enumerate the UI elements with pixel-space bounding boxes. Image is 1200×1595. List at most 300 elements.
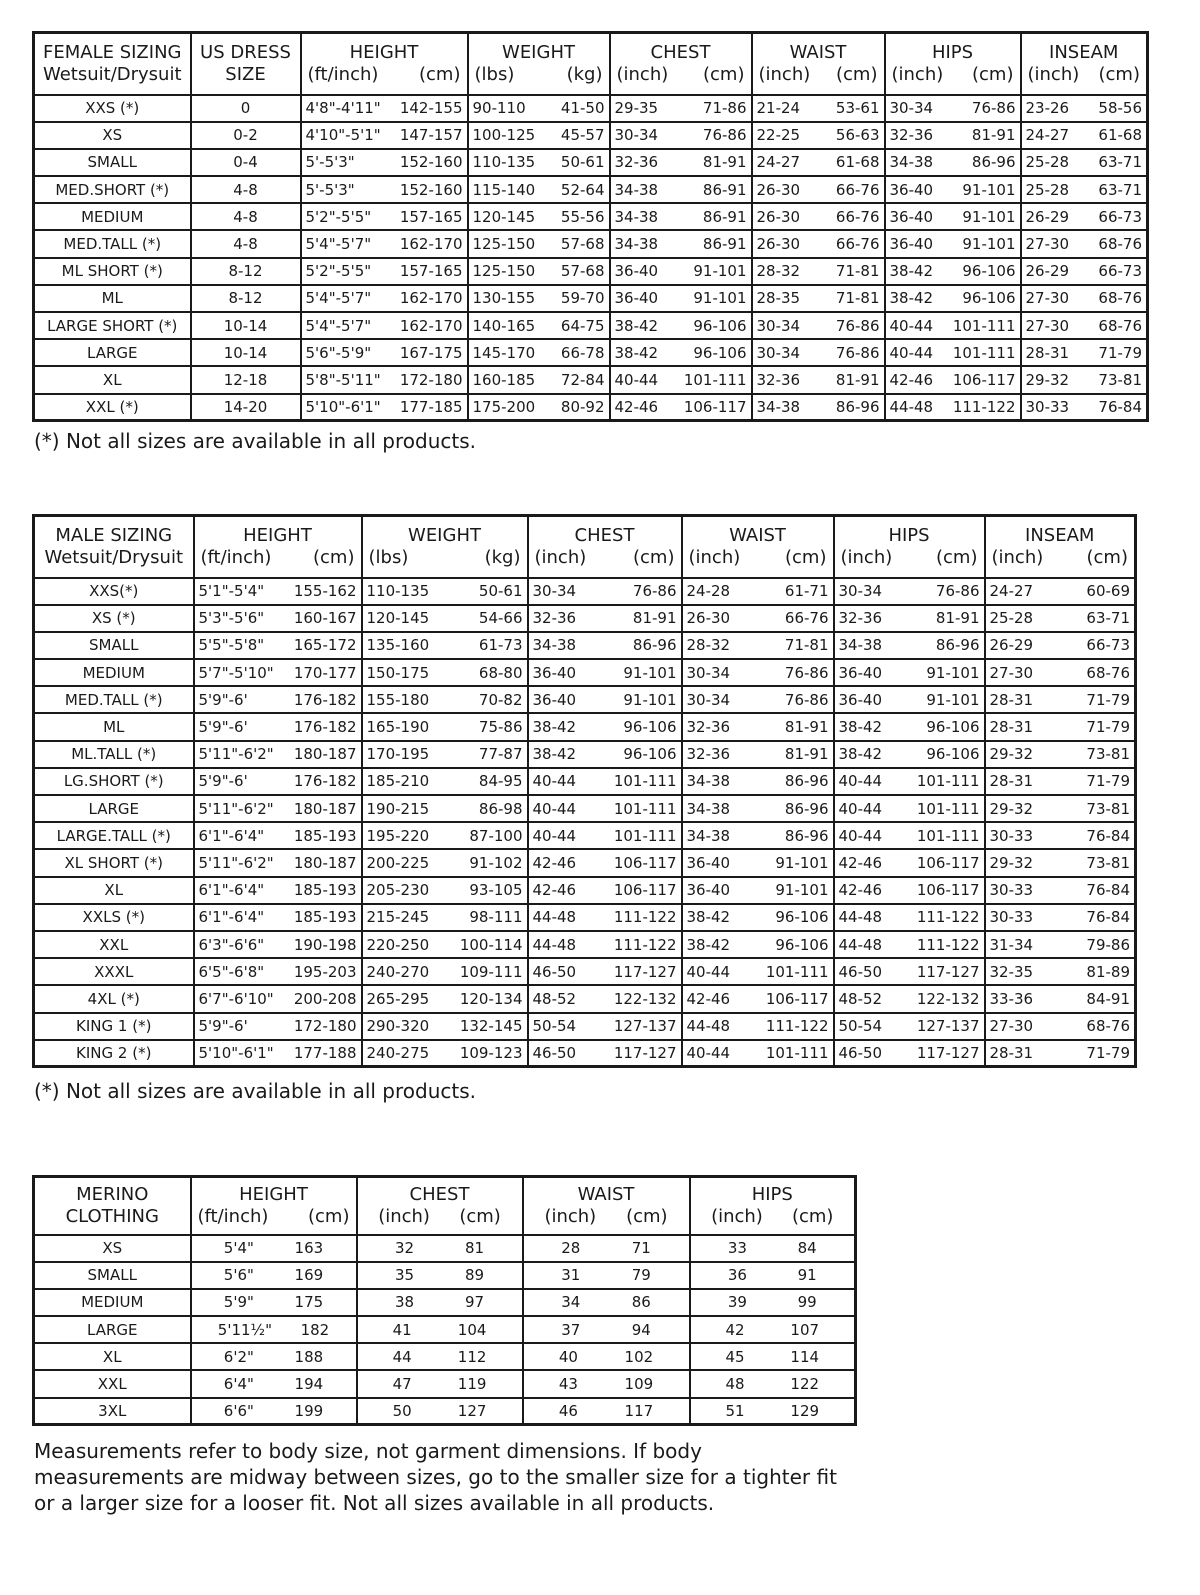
female-header-row bbox=[34, 33, 1148, 95]
male-value-imperial: 6'1"-6'4" bbox=[198, 908, 265, 927]
male-measure-cell bbox=[834, 605, 985, 632]
merino-value-metric: 199 bbox=[294, 1401, 324, 1420]
male-size-cell: XXXL bbox=[34, 958, 194, 985]
male-value-imperial: 28-31 bbox=[989, 772, 1034, 791]
female-size-cell: XL bbox=[34, 366, 191, 393]
merino-value-imperial: 5'4" bbox=[223, 1239, 254, 1258]
male-value-imperial: 110-135 bbox=[366, 582, 430, 601]
female-measure-cell bbox=[885, 258, 1021, 285]
male-table-row bbox=[34, 849, 1136, 876]
female-measure-cell bbox=[885, 312, 1021, 339]
merino-measure-cell bbox=[357, 1316, 523, 1343]
female-value-imperial: 30-34 bbox=[756, 343, 801, 362]
male-measure-cell bbox=[682, 1013, 834, 1040]
male-value-imperial: 46-50 bbox=[838, 1044, 883, 1063]
male-measure-cell bbox=[834, 849, 985, 876]
female-measure-cell bbox=[301, 366, 468, 393]
male-value-metric: 75-86 bbox=[478, 718, 523, 737]
male-measure-cell bbox=[362, 686, 528, 713]
female-value-metric: 81-91 bbox=[971, 126, 1016, 145]
male-value-metric: 122-132 bbox=[613, 989, 677, 1008]
female-value-metric: 106-117 bbox=[683, 397, 747, 416]
female-hips-header: HIPS (inch) (cm) bbox=[885, 33, 1021, 95]
female-measure-cell bbox=[1021, 285, 1148, 312]
male-measure-cell bbox=[985, 686, 1136, 713]
female-value-imperial: 26-29 bbox=[1025, 262, 1070, 281]
female-value-imperial: 42-46 bbox=[889, 370, 934, 389]
male-measure-cell bbox=[985, 632, 1136, 659]
female-value-imperial: 130-155 bbox=[472, 289, 536, 308]
merino-table-row bbox=[34, 1370, 856, 1397]
female-measure-cell bbox=[301, 95, 468, 122]
female-value-imperial: 115-140 bbox=[472, 180, 536, 199]
male-value-metric: 132-145 bbox=[459, 1017, 523, 1036]
merino-measure-cell bbox=[523, 1370, 690, 1397]
male-value-metric: 91-101 bbox=[775, 853, 829, 872]
male-measure-cell bbox=[362, 849, 528, 876]
female-table-row bbox=[34, 285, 1148, 312]
male-value-imperial: 42-46 bbox=[838, 853, 883, 872]
female-measure-cell bbox=[752, 285, 885, 312]
male-table-row bbox=[34, 877, 1136, 904]
male-value-metric: 68-76 bbox=[1086, 1017, 1130, 1036]
merino-value-metric: 163 bbox=[294, 1239, 324, 1258]
merino-height-header: HEIGHT (ft/inch) (cm) bbox=[191, 1177, 357, 1235]
male-measure-cell bbox=[362, 931, 528, 958]
male-value-imperial: 36-40 bbox=[838, 690, 883, 709]
female-value-metric: 106-117 bbox=[952, 370, 1016, 389]
male-measure-cell bbox=[528, 985, 682, 1012]
male-value-imperial: 44-48 bbox=[532, 908, 577, 927]
female-value-imperial: 32-36 bbox=[889, 126, 934, 145]
male-measure-cell bbox=[834, 659, 985, 686]
female-value-imperial: 26-30 bbox=[756, 180, 801, 199]
merino-value-imperial: 43 bbox=[558, 1375, 578, 1394]
merino-measure-cell bbox=[523, 1235, 690, 1262]
male-measure-cell bbox=[985, 822, 1136, 849]
male-measure-cell bbox=[682, 795, 834, 822]
male-value-metric: 177-188 bbox=[293, 1044, 357, 1063]
male-value-metric: 101-111 bbox=[613, 772, 677, 791]
male-measure-cell bbox=[985, 1040, 1136, 1067]
male-value-imperial: 32-36 bbox=[686, 745, 731, 764]
male-value-imperial: 50-54 bbox=[532, 1017, 577, 1036]
female-value-imperial: 5'4"-5'7" bbox=[305, 235, 372, 254]
female-dress-size-cell: 8-12 bbox=[191, 285, 301, 312]
female-value-metric: 101-111 bbox=[683, 370, 747, 389]
male-value-metric: 101-111 bbox=[916, 772, 980, 791]
merino-measure-cell bbox=[191, 1343, 357, 1370]
merino-size-cell: MEDIUM bbox=[34, 1289, 191, 1316]
male-measure-cell bbox=[682, 686, 834, 713]
female-value-metric: 172-180 bbox=[399, 370, 463, 389]
male-measure-cell bbox=[985, 578, 1136, 605]
male-measure-cell bbox=[682, 849, 834, 876]
female-value-metric: 86-91 bbox=[702, 235, 747, 254]
female-table-row bbox=[34, 149, 1148, 176]
male-value-metric: 170-177 bbox=[293, 663, 357, 682]
male-measure-cell bbox=[682, 741, 834, 768]
male-size-cell: XL SHORT (*) bbox=[34, 849, 194, 876]
female-measure-cell bbox=[301, 230, 468, 257]
female-value-metric: 41-50 bbox=[560, 99, 605, 118]
female-size-cell: XS bbox=[34, 122, 191, 149]
merino-measure-cell bbox=[191, 1262, 357, 1289]
female-value-metric: 61-68 bbox=[835, 153, 880, 172]
male-value-imperial: 42-46 bbox=[838, 881, 883, 900]
female-measure-cell bbox=[301, 122, 468, 149]
female-value-metric: 55-56 bbox=[560, 207, 605, 226]
female-measure-cell bbox=[752, 122, 885, 149]
female-footnote: (*) Not all sizes are available in all products. bbox=[34, 429, 476, 453]
male-measure-cell bbox=[528, 578, 682, 605]
merino-value-metric: 112 bbox=[457, 1347, 487, 1366]
male-table-row bbox=[34, 958, 1136, 985]
merino-value-imperial: 45 bbox=[725, 1347, 745, 1366]
female-size-cell: SMALL bbox=[34, 149, 191, 176]
male-value-imperial: 28-31 bbox=[989, 718, 1034, 737]
male-value-metric: 86-96 bbox=[784, 826, 829, 845]
male-measure-cell bbox=[194, 795, 362, 822]
male-value-metric: 96-106 bbox=[926, 718, 980, 737]
male-value-metric: 117-127 bbox=[613, 1044, 677, 1063]
female-size-cell: ML SHORT (*) bbox=[34, 258, 191, 285]
male-size-cell: LG.SHORT (*) bbox=[34, 768, 194, 795]
female-measure-cell bbox=[610, 339, 752, 366]
merino-value-metric: 127 bbox=[457, 1401, 487, 1420]
female-value-imperial: 140-165 bbox=[472, 316, 536, 335]
male-value-metric: 84-91 bbox=[1086, 989, 1130, 1008]
male-size-cell: MEDIUM bbox=[34, 659, 194, 686]
male-measure-cell bbox=[362, 768, 528, 795]
merino-value-imperial: 36 bbox=[727, 1266, 747, 1285]
female-value-imperial: 32-36 bbox=[756, 370, 801, 389]
merino-measure-cell bbox=[523, 1398, 690, 1425]
male-value-imperial: 38-42 bbox=[532, 745, 577, 764]
male-measure-cell bbox=[194, 1013, 362, 1040]
male-measure-cell bbox=[834, 741, 985, 768]
male-measure-cell bbox=[985, 958, 1136, 985]
male-value-metric: 84-95 bbox=[478, 772, 523, 791]
male-measure-cell bbox=[528, 741, 682, 768]
male-value-imperial: 32-35 bbox=[989, 962, 1034, 981]
female-value-metric: 91-101 bbox=[962, 235, 1016, 254]
male-measure-cell bbox=[362, 741, 528, 768]
merino-value-metric: 71 bbox=[631, 1239, 651, 1258]
male-value-imperial: 6'3"-6'6" bbox=[198, 935, 265, 954]
male-table-row bbox=[34, 1040, 1136, 1067]
female-value-metric: 111-122 bbox=[952, 397, 1016, 416]
female-measure-cell bbox=[468, 230, 610, 257]
female-value-imperial: 29-35 bbox=[614, 99, 659, 118]
female-value-metric: 61-68 bbox=[1098, 126, 1142, 145]
female-value-metric: 45-57 bbox=[560, 126, 605, 145]
female-value-imperial: 38-42 bbox=[889, 262, 934, 281]
merino-size-cell: LARGE bbox=[34, 1316, 191, 1343]
male-value-metric: 86-96 bbox=[784, 799, 829, 818]
merino-measure-cell bbox=[357, 1289, 523, 1316]
male-measure-cell bbox=[682, 578, 834, 605]
female-dress-size-cell: 14-20 bbox=[191, 394, 301, 421]
female-size-cell: MED.SHORT (*) bbox=[34, 176, 191, 203]
male-value-metric: 96-106 bbox=[623, 718, 677, 737]
male-value-imperial: 25-28 bbox=[989, 609, 1034, 628]
male-measure-cell bbox=[682, 822, 834, 849]
merino-value-imperial: 5'11½" bbox=[217, 1320, 272, 1339]
female-inseam-header: INSEAM (inch) (cm) bbox=[1021, 33, 1148, 95]
female-value-metric: 72-84 bbox=[560, 370, 605, 389]
male-value-metric: 61-71 bbox=[784, 582, 829, 601]
female-measure-cell bbox=[468, 122, 610, 149]
male-value-metric: 61-73 bbox=[478, 636, 523, 655]
male-value-metric: 106-117 bbox=[613, 881, 677, 900]
female-value-metric: 57-68 bbox=[560, 262, 605, 281]
male-sizing-table bbox=[32, 514, 1137, 1068]
male-value-metric: 73-81 bbox=[1086, 745, 1130, 764]
male-measure-cell bbox=[362, 958, 528, 985]
male-value-metric: 117-127 bbox=[613, 962, 677, 981]
male-value-imperial: 50-54 bbox=[838, 1017, 883, 1036]
male-value-metric: 60-69 bbox=[1086, 582, 1130, 601]
female-measure-cell bbox=[885, 122, 1021, 149]
merino-size-cell: XS bbox=[34, 1235, 191, 1262]
female-measure-cell bbox=[752, 258, 885, 285]
merino-value-imperial: 39 bbox=[727, 1293, 747, 1312]
female-value-metric: 152-160 bbox=[399, 180, 463, 199]
male-value-metric: 155-162 bbox=[293, 582, 357, 601]
female-value-imperial: 90-110 bbox=[472, 99, 526, 118]
male-size-cell: MED.TALL (*) bbox=[34, 686, 194, 713]
male-value-imperial: 5'1"-5'4" bbox=[198, 582, 265, 601]
male-value-imperial: 27-30 bbox=[989, 663, 1034, 682]
male-size-cell: XS (*) bbox=[34, 605, 194, 632]
female-value-imperial: 5'10"-6'1" bbox=[305, 397, 381, 416]
female-measure-cell bbox=[752, 203, 885, 230]
female-measure-cell bbox=[610, 394, 752, 421]
male-value-imperial: 28-32 bbox=[686, 636, 731, 655]
male-measure-cell bbox=[362, 1040, 528, 1067]
male-value-metric: 101-111 bbox=[765, 962, 829, 981]
female-value-metric: 71-86 bbox=[702, 99, 747, 118]
male-measure-cell bbox=[528, 849, 682, 876]
female-value-imperial: 36-40 bbox=[614, 289, 659, 308]
merino-table-row bbox=[34, 1398, 856, 1425]
male-value-imperial: 30-33 bbox=[989, 826, 1034, 845]
female-table-row bbox=[34, 258, 1148, 285]
male-value-imperial: 40-44 bbox=[838, 799, 883, 818]
male-value-imperial: 30-34 bbox=[838, 582, 883, 601]
male-value-metric: 54-66 bbox=[478, 609, 523, 628]
male-measure-cell bbox=[528, 1013, 682, 1040]
male-value-imperial: 40-44 bbox=[686, 1044, 731, 1063]
merino-measure-cell bbox=[690, 1262, 856, 1289]
female-measure-cell bbox=[301, 339, 468, 366]
merino-measure-cell bbox=[690, 1235, 856, 1262]
merino-value-metric: 86 bbox=[631, 1293, 651, 1312]
female-measure-cell bbox=[752, 394, 885, 421]
male-table-row bbox=[34, 713, 1136, 740]
female-value-metric: 59-70 bbox=[560, 289, 605, 308]
female-value-imperial: 34-38 bbox=[614, 180, 659, 199]
merino-value-imperial: 6'2" bbox=[223, 1347, 254, 1366]
female-value-imperial: 30-34 bbox=[756, 316, 801, 335]
male-value-metric: 86-96 bbox=[784, 772, 829, 791]
female-value-metric: 76-86 bbox=[835, 316, 880, 335]
male-value-metric: 127-137 bbox=[916, 1017, 980, 1036]
male-value-imperial: 42-46 bbox=[686, 989, 731, 1008]
female-measure-cell bbox=[1021, 366, 1148, 393]
female-measure-cell bbox=[301, 394, 468, 421]
male-value-imperial: 38-42 bbox=[838, 745, 883, 764]
female-value-imperial: 28-35 bbox=[756, 289, 801, 308]
male-value-metric: 106-117 bbox=[613, 853, 677, 872]
female-measure-cell bbox=[468, 149, 610, 176]
male-measure-cell bbox=[194, 659, 362, 686]
male-table-row bbox=[34, 822, 1136, 849]
male-value-imperial: 135-160 bbox=[366, 636, 430, 655]
merino-value-imperial: 28 bbox=[561, 1239, 581, 1258]
male-value-imperial: 5'9"-6' bbox=[198, 772, 248, 791]
female-value-metric: 64-75 bbox=[560, 316, 605, 335]
female-measure-cell bbox=[752, 230, 885, 257]
male-weight-header: WEIGHT (lbs) (kg) bbox=[362, 516, 528, 578]
male-value-metric: 111-122 bbox=[613, 908, 677, 927]
merino-measure-cell bbox=[191, 1289, 357, 1316]
merino-measure-cell bbox=[357, 1262, 523, 1289]
female-measure-cell bbox=[885, 285, 1021, 312]
male-value-metric: 111-122 bbox=[765, 1017, 829, 1036]
male-measure-cell bbox=[834, 877, 985, 904]
male-value-imperial: 220-250 bbox=[366, 935, 430, 954]
female-measure-cell bbox=[610, 366, 752, 393]
male-value-imperial: 265-295 bbox=[366, 989, 430, 1008]
female-value-metric: 147-157 bbox=[399, 126, 463, 145]
merino-measure-cell bbox=[191, 1370, 357, 1397]
female-measure-cell bbox=[610, 149, 752, 176]
male-value-imperial: 185-210 bbox=[366, 772, 430, 791]
female-value-imperial: 5'4"-5'7" bbox=[305, 316, 372, 335]
male-hips-header: HIPS (inch) (cm) bbox=[834, 516, 985, 578]
male-value-imperial: 26-30 bbox=[686, 609, 731, 628]
female-value-metric: 152-160 bbox=[399, 153, 463, 172]
male-measure-cell bbox=[194, 713, 362, 740]
male-value-imperial: 150-175 bbox=[366, 663, 430, 682]
male-value-metric: 106-117 bbox=[916, 853, 980, 872]
merino-value-imperial: 6'4" bbox=[223, 1375, 254, 1394]
male-value-imperial: 40-44 bbox=[838, 772, 883, 791]
male-value-metric: 76-86 bbox=[784, 663, 829, 682]
male-measure-cell bbox=[362, 795, 528, 822]
male-measure-cell bbox=[194, 632, 362, 659]
male-value-metric: 195-203 bbox=[293, 962, 357, 981]
male-value-metric: 96-106 bbox=[775, 935, 829, 954]
male-size-cell: XXLS (*) bbox=[34, 904, 194, 931]
male-value-imperial: 30-34 bbox=[532, 582, 577, 601]
merino-value-imperial: 37 bbox=[561, 1320, 581, 1339]
male-measure-cell bbox=[362, 985, 528, 1012]
female-measure-cell bbox=[1021, 149, 1148, 176]
male-value-imperial: 46-50 bbox=[532, 1044, 577, 1063]
male-value-metric: 86-98 bbox=[478, 799, 523, 818]
merino-measure-cell bbox=[690, 1370, 856, 1397]
male-measure-cell bbox=[682, 985, 834, 1012]
male-value-metric: 71-79 bbox=[1086, 1044, 1130, 1063]
merino-measure-cell bbox=[690, 1398, 856, 1425]
merino-measure-cell bbox=[357, 1398, 523, 1425]
female-value-metric: 86-91 bbox=[702, 207, 747, 226]
female-value-metric: 71-81 bbox=[835, 262, 880, 281]
female-measure-cell bbox=[610, 230, 752, 257]
male-measure-cell bbox=[834, 1040, 985, 1067]
female-value-metric: 76-84 bbox=[1098, 397, 1142, 416]
male-value-imperial: 240-275 bbox=[366, 1044, 430, 1063]
male-measure-cell bbox=[682, 605, 834, 632]
male-value-imperial: 290-320 bbox=[366, 1017, 430, 1036]
male-value-imperial: 170-195 bbox=[366, 745, 430, 764]
male-value-metric: 96-106 bbox=[623, 745, 677, 764]
female-measure-cell bbox=[885, 149, 1021, 176]
male-value-imperial: 5'11"-6'2" bbox=[198, 853, 274, 872]
male-value-imperial: 44-48 bbox=[838, 908, 883, 927]
male-value-imperial: 38-42 bbox=[686, 908, 731, 927]
male-value-metric: 176-182 bbox=[293, 690, 357, 709]
male-value-imperial: 30-34 bbox=[686, 663, 731, 682]
male-measure-cell bbox=[834, 578, 985, 605]
male-measure-cell bbox=[194, 985, 362, 1012]
male-value-imperial: 34-38 bbox=[686, 799, 731, 818]
female-value-imperial: 4'10"-5'1" bbox=[305, 126, 381, 145]
male-measure-cell bbox=[985, 1013, 1136, 1040]
female-value-metric: 71-81 bbox=[835, 289, 880, 308]
female-value-imperial: 5'-5'3" bbox=[305, 180, 355, 199]
female-value-imperial: 27-30 bbox=[1025, 235, 1070, 254]
male-measure-cell bbox=[682, 713, 834, 740]
female-size-cell: ML bbox=[34, 285, 191, 312]
male-value-metric: 86-96 bbox=[935, 636, 980, 655]
female-value-metric: 66-76 bbox=[835, 235, 880, 254]
male-measure-cell bbox=[528, 822, 682, 849]
male-table-row bbox=[34, 768, 1136, 795]
male-value-metric: 100-114 bbox=[459, 935, 523, 954]
male-value-metric: 111-122 bbox=[613, 935, 677, 954]
male-measure-cell bbox=[528, 931, 682, 958]
male-measure-cell bbox=[682, 659, 834, 686]
female-value-metric: 71-79 bbox=[1098, 343, 1142, 362]
female-measure-cell bbox=[610, 203, 752, 230]
male-measure-cell bbox=[528, 659, 682, 686]
male-header-row bbox=[34, 516, 1136, 578]
male-value-imperial: 32-36 bbox=[532, 609, 577, 628]
female-value-imperial: 27-30 bbox=[1025, 316, 1070, 335]
female-table-row bbox=[34, 95, 1148, 122]
male-measure-cell bbox=[194, 768, 362, 795]
female-value-metric: 96-106 bbox=[962, 262, 1016, 281]
female-value-metric: 162-170 bbox=[399, 289, 463, 308]
female-value-imperial: 34-38 bbox=[614, 207, 659, 226]
male-measure-cell bbox=[985, 849, 1136, 876]
female-dress-size-cell: 10-14 bbox=[191, 312, 301, 339]
female-dress-size-cell: 4-8 bbox=[191, 230, 301, 257]
female-measure-cell bbox=[468, 95, 610, 122]
male-value-metric: 111-122 bbox=[916, 935, 980, 954]
female-value-imperial: 34-38 bbox=[614, 235, 659, 254]
female-value-metric: 162-170 bbox=[399, 316, 463, 335]
female-measure-cell bbox=[752, 339, 885, 366]
male-measure-cell bbox=[985, 741, 1136, 768]
male-measure-cell bbox=[194, 1040, 362, 1067]
male-value-imperial: 30-33 bbox=[989, 881, 1034, 900]
female-measure-cell bbox=[610, 312, 752, 339]
